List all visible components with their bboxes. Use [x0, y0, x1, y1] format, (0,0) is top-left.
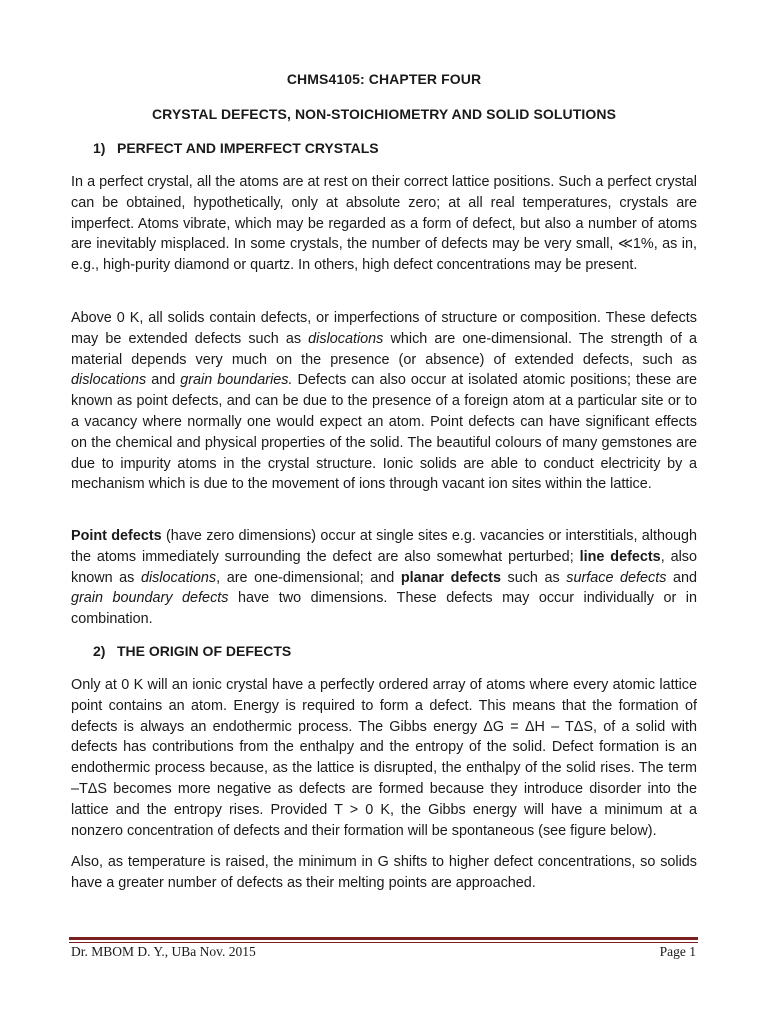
- italic-term: dislocations: [140, 569, 217, 586]
- section-number: 1): [93, 140, 106, 156]
- section-title: PERFECT AND IMPERFECT CRYSTALS: [117, 140, 379, 156]
- italic-term: dislocations: [71, 372, 147, 389]
- paragraph-temperature-effect: Also, as temperature is raised, the minimum in G shifts to higher defect concentrations, so solids have a greater number of defects as their melting points are approached.: [71, 854, 697, 891]
- text-run: Defects can also occur at isolated atomic positions; these are known as point defects, and can be due to the presence of a foreign atom at a particular site or to a vacancy where normally one would expect an atom. Point defects can have significant effects on the chemical and physical properties of the solid. The beautiful colours of many gemstones are due to impurity atoms in the crystal structure. Ionic solids are able to conduct electricity by a mechanism which is due to the movement of ions through vacant ion sites within the lattice.: [71, 372, 697, 493]
- text-run: (have zero dimensions) occur at single sites e.g. vacancies or interstitials, although the atoms immediately surrounding the defect are also somewhat perturbed;: [71, 528, 698, 565]
- footer-page-number: Page 1: [659, 944, 696, 959]
- text-run: , are one-dimensional; and: [216, 569, 401, 586]
- section-heading-2: [93, 643, 291, 659]
- italic-term: grain boundaries.: [180, 372, 293, 389]
- text-run: , also known as: [71, 548, 697, 586]
- section-number: 2): [93, 643, 106, 659]
- text-run: which are one-dimensional. The strength of a material depends very much on the presence (or absence) of extended defects, such as: [71, 330, 697, 368]
- section-title: THE ORIGIN OF DEFECTS: [117, 643, 292, 659]
- footer-rule-thick: [69, 937, 698, 940]
- italic-term: grain boundary defects: [71, 590, 229, 607]
- text-run: and: [146, 372, 181, 389]
- paragraph-perfect-crystal: In a perfect crystal, all the atoms are at rest on their correct lattice positions. Such a perfect crystal can be obtained, hypothetically, only at absolute zero; at all real temperatures, crystals are imperfect. Atoms vibrate, which may be regarded as a form of defect, but also a number of atoms are inevitably misplaced. In some crystals, the number of defects may be very small, ≪1%, as in, e.g., high-purity diamond or quartz. In others, high defect concentrations may be present.: [71, 174, 697, 274]
- text-run: have two dimensions. These defects may occur individually or in combination.: [71, 590, 697, 628]
- text-run: such as: [500, 569, 567, 586]
- paragraph-origin-of-defects: Only at 0 K will an ionic crystal have a perfectly ordered array of atoms where every atomic lattice point contains an atom. Energy is required to form a defect. This means that the formation of defects is always an endothermic process. The Gibbs energy ΔG = ΔH – TΔS, of a solid with defects has contributions from the enthalpy and the entropy of the solid. Defect formation is an endothermic process because, as the lattice is disrupted, the enthalpy of the solid rises. The term –TΔS becomes more negative as defects are formed because they introduce disorder into the lattice and the entropy rises. Provided T > 0 K, the Gibbs energy will have a minimum at a nonzero concentration of defects and their formation will be spontaneous (see figure below).: [71, 677, 697, 839]
- course-title: CHMS4105: CHAPTER FOUR: [286, 71, 482, 87]
- italic-term: surface defects: [566, 569, 667, 586]
- italic-term: dislocations: [308, 330, 384, 347]
- text-run: and: [666, 569, 697, 586]
- paragraph-defects-overview: [71, 308, 697, 495]
- bold-term: planar defects: [400, 569, 501, 586]
- chapter-title: CRYSTAL DEFECTS, NON-STOICHIOMETRY AND SOLID SOLUTIONS: [151, 106, 617, 122]
- text-run: Above 0 K, all solids contain defects, or imperfections of structure or composition. These defects may be extended defects such as: [71, 310, 697, 347]
- footer-author: Dr. MBOM D. Y., UBa Nov. 2015: [71, 944, 256, 959]
- section-heading-1: [93, 140, 379, 156]
- footer-rule-thin: [69, 942, 698, 943]
- paragraph-defect-dimensions: [71, 526, 697, 630]
- bold-term: Point defects: [71, 528, 162, 544]
- bold-term: line defects: [579, 548, 661, 565]
